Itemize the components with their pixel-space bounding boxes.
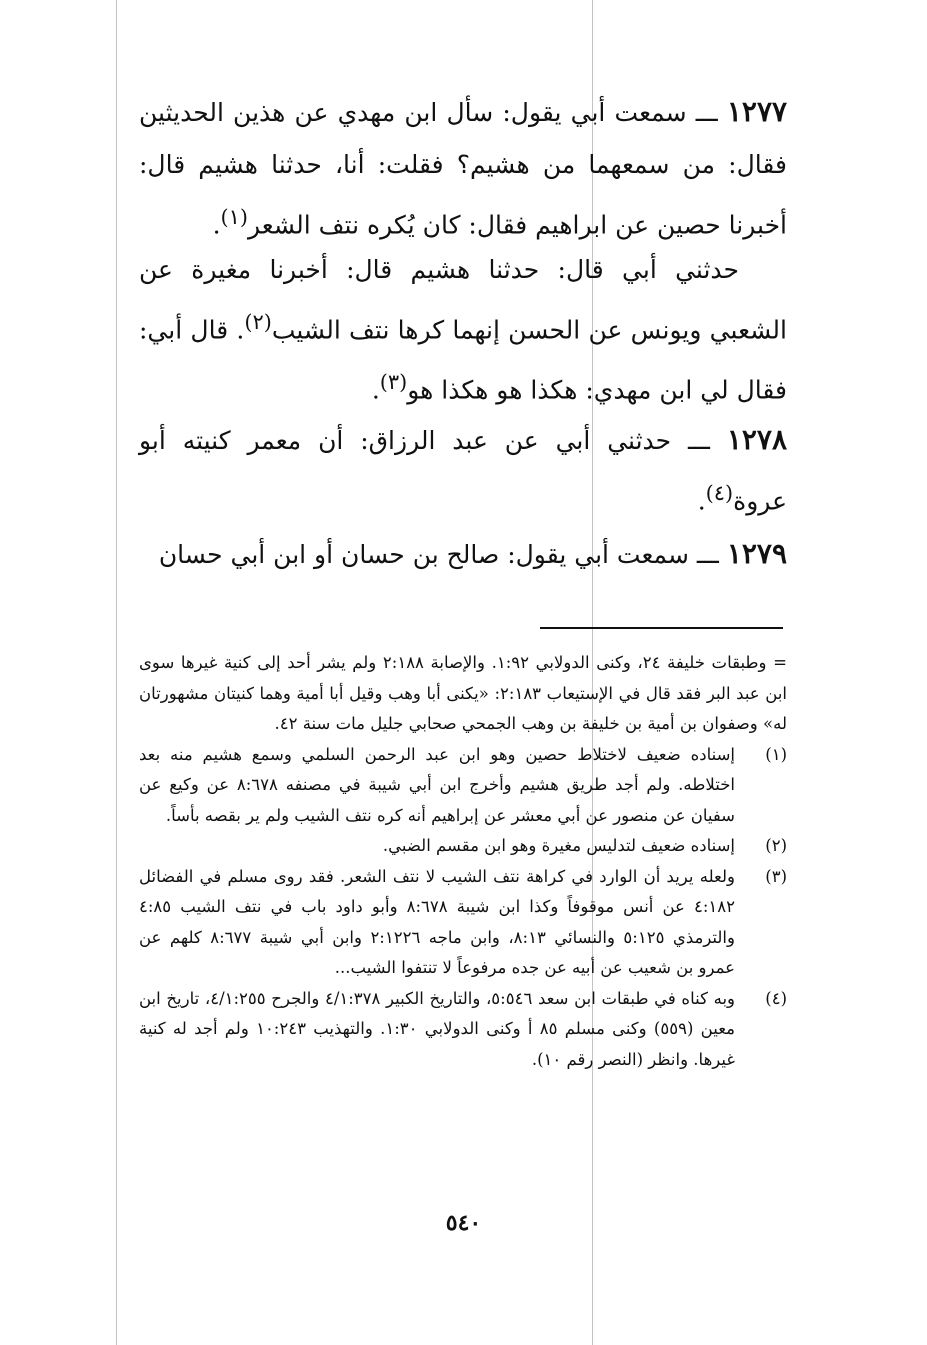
footnote-text: وبه كناه في طبقات ابن سعد ٥:٥٤٦، والتاريخ الكبير ٤/١:٣٧٨ والجرح ٤/١:٢٥٥، تاريخ ابن معين (٥٥٩) وكنى مسلم ٨٥ أ وكنى الدولابي ١:٣٠. والتهذيب ١٠:٢٤٣ ولم أجد له كنية غيرها. وانظر (النصر رقم ١٠). [139, 988, 736, 1069]
footnote-text: ولعله يريد أن الوارد في كراهة نتف الشيب لا نتف الشعر. فقد روى مسلم في الفضائل ٤:١٨٢ عن أنس موقوفاً وكذا ابن شيبة ٨:٦٧٨ وأبو داود باب في نتف الشيب ٤:٨٥ والترمذي ٥:١٢٥ والنسائي ٨:١٣، وابن ماجه ٢:١٢٢٦ وابن أبي شيبة ٨:٦٧٧ كلهم عن عمرو بن شعيب عن أبيه عن جده مرفوعاً لا تنتفوا الشيب... [139, 866, 735, 977]
entry-end: . [697, 486, 706, 516]
entry-dash: ـــ [696, 540, 719, 569]
footnote-continuation: = وطبقات خليفة ٢٤، وكنى الدولابي ١:٩٢. والإصابة ٢:١٨٨ ولم يشر أحد إلى كنية غيرها سوى ابن عبد البر فقد قال في الإستيعاب ٢:١٨٣: «يكنى أبا وهب وقيل أبا أمية وهما كنيتان مشهورتان له» وصفوان بن أمية بن خليفة بن وهب الجمحي صحابي جليل مات سنة ٤٢. [139, 653, 787, 733]
footnote-separator [540, 627, 783, 629]
entry-text: سمعت أبي يقول: صالح بن حسان أو ابن أبي حسان [158, 540, 689, 569]
entry-dash: ـــ [687, 426, 710, 455]
entry-number: ١٢٧٧ [726, 95, 788, 128]
entry-1277 [139, 86, 787, 251]
footnote-number: (١) [765, 744, 787, 764]
footnote-number: (٣) [765, 866, 787, 886]
entry-end: . [212, 210, 221, 240]
footnotes [139, 648, 787, 1075]
footnote-ref: (٣) [379, 370, 408, 395]
footnote-4 [139, 984, 787, 1076]
entry-text: . قال أبي: فقال لي ابن مهدي: هكذا هو هكذا هو [139, 315, 787, 405]
entry-number: ١٢٧٨ [726, 423, 787, 456]
entry-text: سمعت أبي يقول: سأل ابن مهدي عن هذين الحديثين فقال: من سمعهما من هشيم؟ فقلت: أنا، حدثنا هشيم قال: أخبرنا حصين عن ابراهيم فقال: كان يُكره نتف الشعر [139, 98, 787, 240]
entry-paragraph [139, 244, 787, 417]
footnote-text: إسناده ضعيف لتدليس مغيرة وهو ابن مقسم الضبي. [382, 836, 735, 855]
footnote-text: إسناده ضعيف لاختلاط حصين وهو ابن عبد الرحمن السلمي وسمع هشيم منه بعد اختلاطه. ولم أجد طريق هشيم وأخرج ابن أبي شيبة في مصنفه ٨:٦٧٨ عن وكيع عن سفيان عن منصور عن أبي معشر عن إبراهيم أنه كره نتف الشيب ولم ير بقصه بأساً. [139, 744, 735, 825]
footnote-2 [139, 831, 787, 862]
footnote-number: (٤) [765, 988, 787, 1008]
page-number: ٥٤٠ [445, 1210, 482, 1236]
entry-dash: ـــ [695, 98, 718, 127]
scan-artifact-line [116, 0, 117, 1345]
entry-text: حدثني أبي قال: حدثنا هشيم قال: أخبرنا مغيرة عن الشعبي ويونس عن الحسن إنهما كرها نتف الشيب [139, 255, 787, 345]
footnote-1 [139, 740, 787, 832]
entry-1279 [139, 528, 787, 581]
footnote-number: (٢) [765, 836, 787, 855]
entry-1278 [139, 414, 787, 527]
footnote-ref: (٤) [705, 481, 734, 505]
footnote-ref: (١) [220, 205, 248, 229]
entry-end: . [371, 375, 380, 405]
footnote-3 [139, 862, 787, 984]
entry-number: ١٢٧٩ [726, 537, 787, 570]
footnote-ref: (٢) [244, 310, 272, 334]
entry-text: حدثني أبي عن عبد الرزاق: أن معمر كنيته أبو عروة [139, 426, 787, 516]
